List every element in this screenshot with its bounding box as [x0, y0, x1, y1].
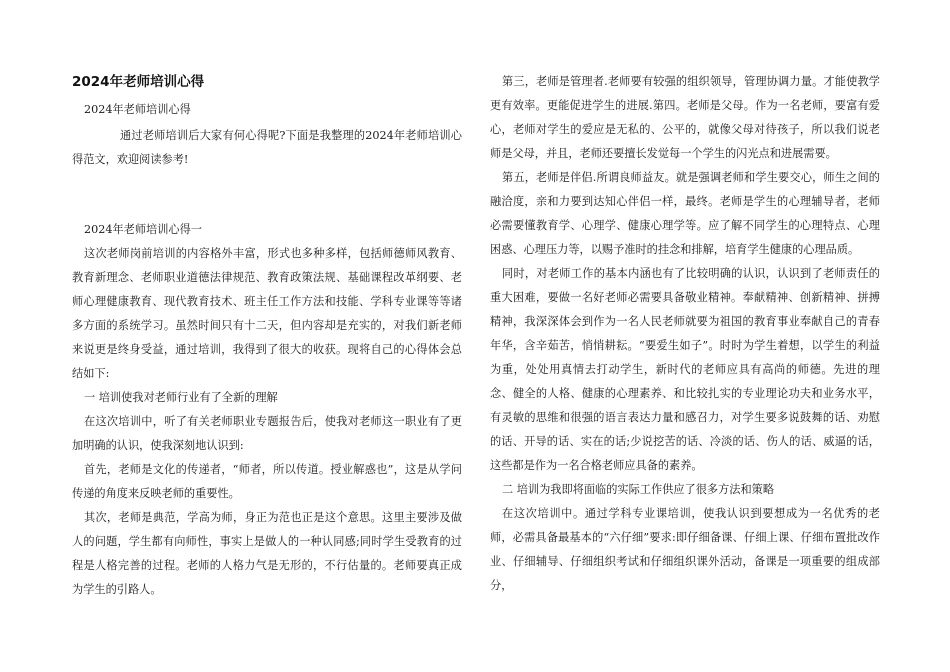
paragraph-training: 在这次培训中。通过学科专业课培训，使我认识到要想成为一名优秀的老师，必需具备最基本的“六仔细”要求:即仔细备课、仔细上课、仔细布置批改作业、仔细辅导、仔细组织考试和仔细组织课外活动，备课是一项重要的组成部分， [490, 507, 880, 592]
paragraph-second: 其次，老师是典范，学高为师，身正为范也正是这个意思。这里主要涉及做人的问题，学生都有向师性，事实上是做人的一种认同感;同时学生受教育的过程是人格完善的过程。老师的人格力气是无形的，不行估量的。老师要真正成为学生的引路人。 [72, 511, 462, 596]
subheading-two: 二 培训为我即将面临的实际工作供应了很多方法和策略 [502, 483, 775, 496]
blank-line [72, 172, 462, 196]
paragraph-meanwhile: 同时，对老师工作的基本内涵也有了比较明确的认识，认识到了老师责任的重大困难，要做一名好老师必需要具备敬业精神。奉献精神、创新精神、拼搏精神，我深深体会到作为一名人民老师就要为祖国的教育事业奉献自己的青春年华，含辛茹苦，悄悄耕耘。“要爱生如子”。时时为学生着想，以学生的利益为重，处处用真情去打动学生，新时代的老师应具有高尚的师德。先进的理念、健全的人格、健康的心理素养、和比较扎实的专业理论功夫和业务水平，有灵敏的思维和很强的语言表达力量和感召力，对学生要多说鼓舞的话、劝慰的话、开导的话、实在的话;少说挖苦的话、冷淡的话、伤人的话、威逼的话，这些都是作为一名合格老师应具备的素养。 [490, 267, 880, 472]
right-column [490, 0, 880, 598]
document-title: 2024年老师培训心得 [72, 74, 205, 90]
left-top-spacer [72, 0, 462, 96]
right-top-spacer [490, 0, 880, 70]
subtitle: 2024年老师培训心得 [84, 103, 191, 116]
section-heading-one: 2024年老师培训心得一 [84, 223, 202, 236]
paragraph-report: 在这次培训中，听了有关老师职业专题报告后，使我对老师这一职业有了更加明确的认识，使我深刻地认识到: [72, 415, 462, 452]
paragraph-fifth: 第五，老师是伴侣.所谓良师益友。就是强调老师和学生要交心，师生之间的融洽度，亲和力要到达知心伴侣一样，最终。老师是学生的心理辅导者，老师必需要懂教育学、心理学、健康心理学等。应了解不同学生的心理特点、心理困惑、心理压力等，以赐予准时的挂念和排解，培育学生健康的心理品质。 [490, 171, 880, 256]
intro-paragraph: 通过老师培训后大家有何心得呢?下面是我整理的2024年老师培训心得范文，欢迎阅读参考! [72, 129, 462, 166]
left-column [72, 0, 462, 602]
subheading-one: 一 培训使我对老师行业有了全新的理解 [84, 391, 278, 404]
paragraph-overview: 这次老师岗前培训的内容格外丰富，形式也多种多样，包括师德师风教育、教育新理念、老师职业道德法律规范、教育政策法规、基础课程改革纲要、老师心理健康教育、现代教育技术、班主任工作方法和技能、学科专业课等等诸多方面的系统学习。虽然时间只有十二天，但内容却是充实的，对我们新老师来说更是终身受益，通过培训，我得到了很大的收获。现将自己的心得体会总结如下: [72, 247, 462, 380]
paragraph-third: 第三，老师是管理者.老师要有较强的组织领导，管理协调力量。才能使教学更有效率。更能促进学生的进展.第四。老师是父母。作为一名老师，要富有爱心，老师对学生的爱应是无私的、公平的，就像父母对待孩子，所以我们说老师是父母，并且，老师还要擅长发觉每一个学生的闪光点和进展需要。 [490, 75, 880, 160]
paragraph-first: 首先，老师是文化的传递者，“师者，所以传道。授业解惑也”，这是从学问传递的角度来反映老师的重要性。 [72, 463, 462, 500]
